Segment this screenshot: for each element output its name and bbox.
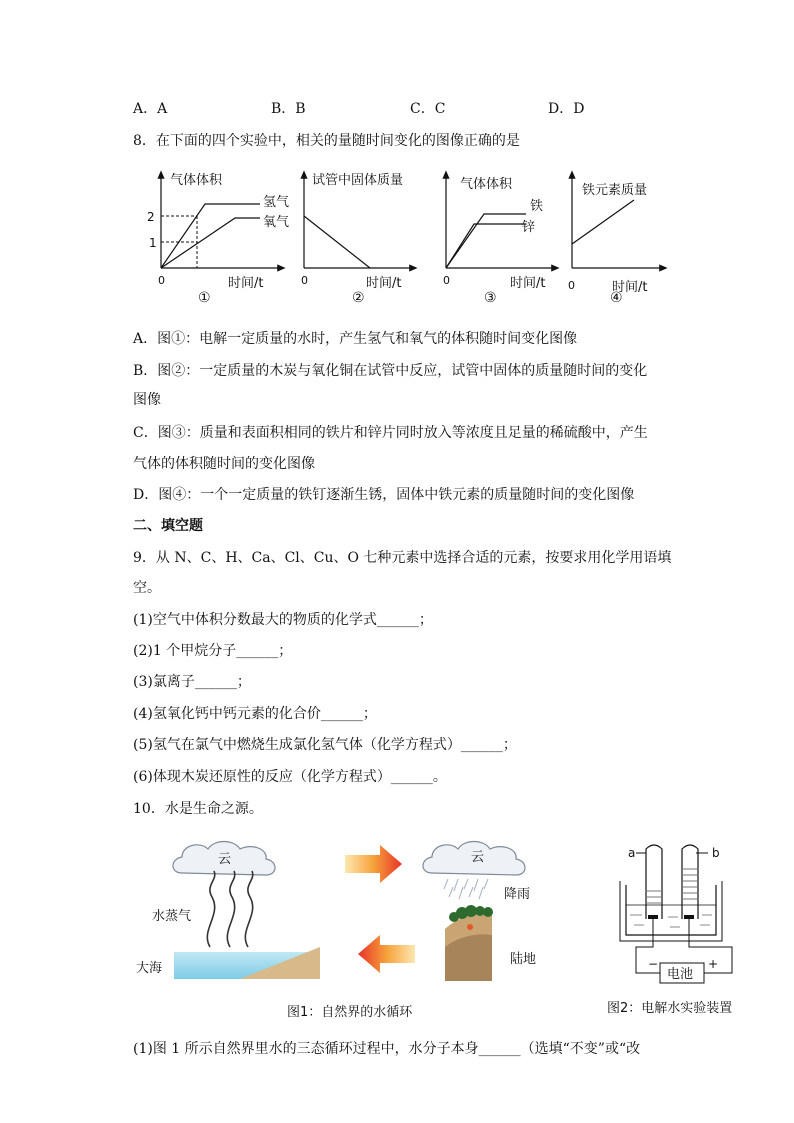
- vapor-label: 水蒸气: [152, 909, 192, 924]
- rain-label: 降雨: [504, 887, 531, 902]
- battery-label: 电池: [667, 967, 694, 982]
- figure-2-caption: 图2：电解水实验装置: [607, 1001, 733, 1016]
- arrow-right-icon: [345, 845, 402, 883]
- solid-mass-line: [304, 216, 370, 268]
- hydrogen-label: 氢气: [263, 195, 290, 210]
- cloud-label: 云: [471, 850, 485, 865]
- option-a: A．A: [133, 101, 168, 117]
- iron-mass-line: [572, 200, 634, 244]
- tube-a: [646, 845, 662, 919]
- question-9-stem-cont: 空。: [133, 580, 161, 596]
- water-cycle-figure: [130, 835, 550, 1005]
- q9-item-3: (3)氯离子______；: [133, 674, 251, 690]
- graph-number: ②: [352, 290, 365, 306]
- iron-label: 铁: [530, 199, 544, 214]
- option-b: B．B: [271, 101, 306, 117]
- graph-4: [560, 168, 690, 308]
- option-c: C．C: [410, 101, 446, 117]
- electrode: [648, 915, 658, 919]
- zinc-line: [446, 224, 526, 268]
- origin: 0: [158, 274, 165, 287]
- option-d: D．D: [548, 101, 585, 117]
- y-label: 气体体积: [170, 173, 223, 188]
- iron-line: [446, 214, 526, 268]
- plus-sign: +: [708, 957, 719, 971]
- question-8-stem: 8．在下面的四个实验中，相关的量随时间变化的图像正确的是: [133, 133, 520, 149]
- graph-number: ③: [484, 290, 497, 306]
- graph-3: [434, 168, 564, 308]
- electrolysis-figure: [612, 835, 752, 985]
- electrode: [684, 915, 694, 919]
- y-label: 试管中固体质量: [312, 173, 404, 188]
- tick-2: 2: [147, 210, 155, 224]
- q10-sub-1: (1)图 1 所示自然界里水的三态循环过程中，水分子本身______（选填“不变”或“改: [133, 1041, 641, 1057]
- x-label: 时间/t: [612, 280, 648, 295]
- graph-number: ④: [610, 290, 623, 306]
- q9-item-1: (1)空气中体积分数最大的物质的化学式______；: [133, 612, 433, 628]
- graph-1: [140, 168, 290, 308]
- y-label: 铁元素质量: [582, 183, 648, 198]
- oxygen-label: 氧气: [263, 215, 290, 230]
- x-label: 时间/t: [366, 276, 402, 291]
- q9-item-5: (5)氢气在氯气中燃烧生成氯化氢气体（化学方程式）______；: [133, 737, 517, 753]
- question-10-stem: 10．水是生命之源。: [133, 801, 263, 817]
- tube-b: [682, 845, 698, 919]
- vapor-line: [207, 871, 214, 947]
- q8-option-b: B．图②：一定质量的木炭与氧化铜在试管中反应，试管中固体的质量随时间的变化: [133, 363, 648, 379]
- cloud-label: 云: [218, 852, 232, 867]
- tick-1: 1: [149, 236, 157, 250]
- q8-option-b-cont: 图像: [133, 392, 161, 408]
- figure-1-caption: 图1：自然界的水循环: [287, 1005, 413, 1020]
- x-label: 时间/t: [510, 276, 546, 291]
- vapor-line: [227, 871, 234, 947]
- tube-a-label: a: [628, 846, 636, 860]
- tube-b-label: b: [712, 846, 720, 860]
- x-label: 时间/t: [228, 276, 264, 291]
- beaker: [626, 885, 716, 935]
- q9-item-4: (4)氢氧化钙中钙元素的化合价______；: [133, 706, 377, 722]
- q9-item-2: (2)1 个甲烷分子______；: [133, 643, 293, 659]
- land-label: 陆地: [510, 952, 537, 967]
- sea-label: 大海: [136, 961, 163, 976]
- origin: 0: [568, 279, 575, 292]
- graph-2: [290, 168, 420, 308]
- arrow-left-icon: [358, 935, 415, 973]
- origin: 0: [301, 274, 308, 287]
- beaker-outer: [620, 881, 722, 941]
- section-header: 二、填空题: [133, 518, 203, 534]
- y-label: 气体体积: [460, 177, 513, 192]
- question-9-stem: 9．从 N、C、H、Ca、Cl、Cu、O 七种元素中选择合适的元素，按要求用化学用语填: [133, 550, 672, 566]
- q8-option-a: A．图①：电解一定质量的水时，产生氢气和氧气的体积随时间变化图像: [133, 331, 578, 347]
- graph-number: ①: [198, 290, 211, 306]
- q8-option-d: D．图④：一个一定质量的铁钉逐渐生锈，固体中铁元素的质量随时间的变化图像: [133, 487, 635, 503]
- q9-item-6: (6)体现木炭还原性的反应（化学方程式）______。: [133, 769, 447, 785]
- vapor-line: [245, 871, 252, 947]
- q8-option-c: C．图③：质量和表面积相同的铁片和锌片同时放入等浓度且足量的稀硫酸中，产生: [133, 425, 648, 441]
- zinc-label: 锌: [522, 220, 536, 235]
- minus-sign: −: [648, 957, 659, 971]
- q8-option-c-cont: 气体的体积随时间的变化图像: [133, 456, 315, 472]
- origin: 0: [443, 274, 450, 287]
- oxygen-line: [161, 218, 260, 268]
